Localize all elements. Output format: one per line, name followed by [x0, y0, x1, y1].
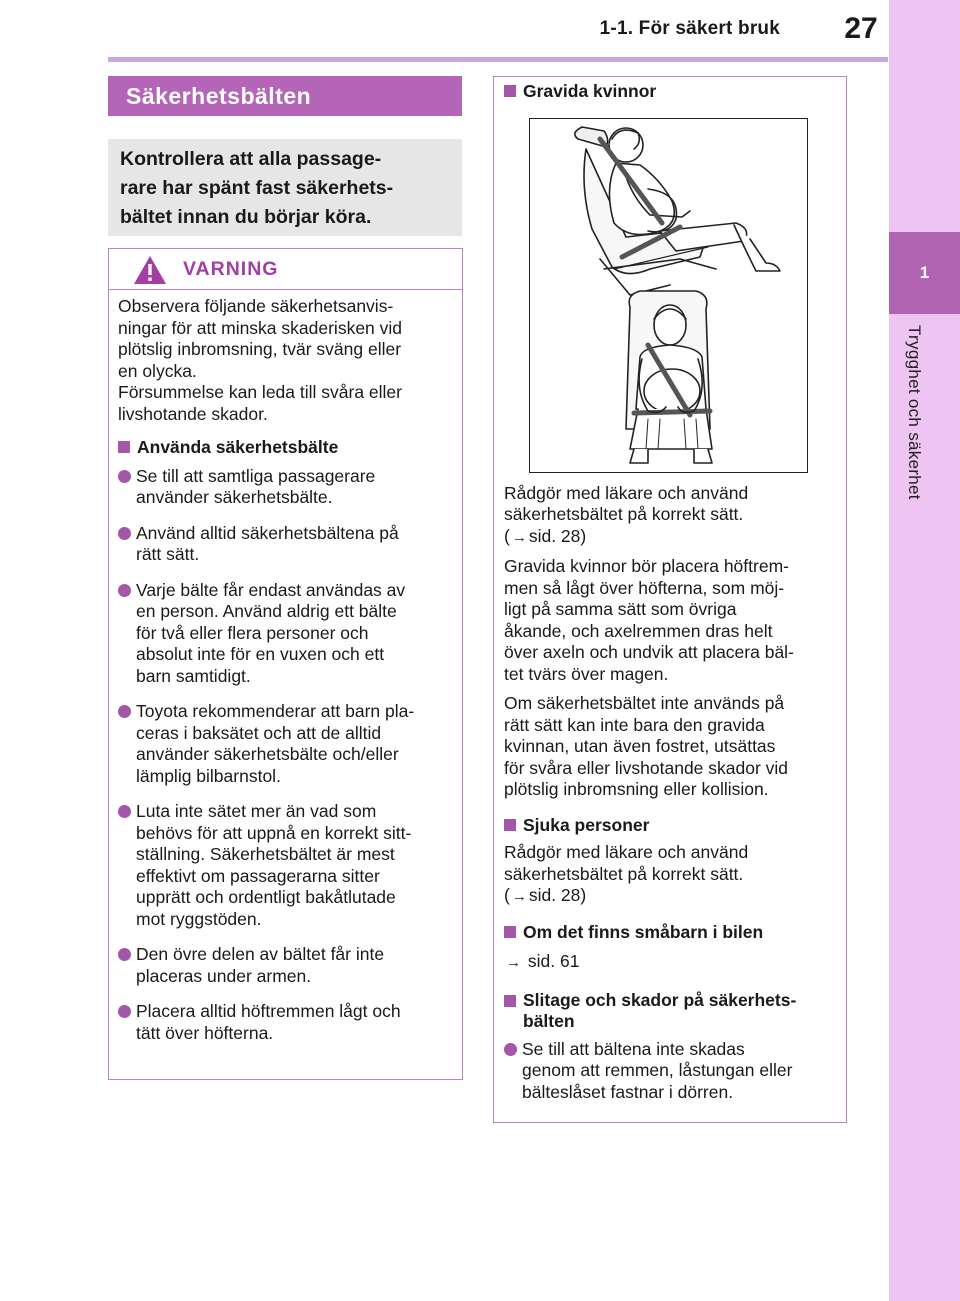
- list-item-line: för två eller flera personer och: [136, 622, 369, 643]
- list-item-line: upprätt och ordentligt bakåtlutade: [136, 887, 396, 907]
- section-title: 1-1. För säkert bruk: [599, 18, 780, 39]
- list-item-line: placeras under armen.: [136, 965, 312, 986]
- intro-line: Kontrollera att alla passage-: [120, 148, 382, 170]
- right-column-box: [493, 76, 847, 1123]
- pregnant-consult: [504, 483, 836, 549]
- warning-intro-line: en olycka.: [118, 360, 197, 381]
- warning-header: [109, 249, 462, 290]
- pregnant-paragraph-2: [504, 693, 836, 801]
- list-item-line: rätt sätt.: [136, 544, 200, 564]
- pregnant-heading: [504, 81, 836, 103]
- round-bullet-icon: [118, 705, 131, 718]
- list-item: [118, 701, 450, 787]
- warning-triangle-icon: [133, 255, 167, 285]
- seatbelt-illustration: [529, 118, 808, 473]
- chapter-label-text: Trygghet och säkerhet: [905, 325, 924, 500]
- list-item-line: Toyota rekommenderar att barn pla-: [136, 701, 415, 721]
- list-item-line: effektivt om passagerarna sitter: [136, 865, 380, 886]
- round-bullet-icon: [118, 1005, 131, 1018]
- paragraph-line: åkande, och axelremmen dras helt: [504, 620, 773, 641]
- paragraph-line: ligt på samma sätt som övriga: [504, 599, 737, 619]
- list-item: [118, 801, 450, 930]
- wear-heading: [504, 990, 836, 1033]
- list-item-line: Se till att samtliga passagerare: [136, 465, 376, 486]
- list-item-line: en person. Använd aldrig ett bälte: [136, 601, 397, 621]
- ill-heading: [504, 815, 836, 837]
- wear-heading-line: bälten: [523, 1011, 575, 1031]
- warning-intro-line: ningar för att minska skaderisken vid: [118, 317, 403, 338]
- list-item: [118, 466, 450, 509]
- ill-consult-ref-line: ( → sid. 28): [504, 885, 836, 908]
- warning-intro-line: livshotande skador.: [118, 403, 268, 424]
- list-item-line: mot ryggstöden.: [136, 908, 262, 929]
- header-rule: [108, 57, 888, 62]
- pregnant-consult-line: Rådgör med läkare och använd: [504, 482, 749, 503]
- ill-heading-text: Sjuka personer: [523, 814, 650, 835]
- square-bullet-icon: [504, 926, 516, 938]
- paragraph-line: kvinnan, utan även fostret, utsättas: [504, 736, 776, 756]
- warning-subheading-text: Använda säkerhetsbälte: [137, 437, 339, 457]
- list-item: [118, 1001, 450, 1044]
- ill-consult-line: säkerhetsbältet på korrekt sätt.: [504, 863, 744, 884]
- ill-consult: [504, 842, 836, 908]
- chapter-number-tab[interactable]: 1: [889, 232, 960, 314]
- square-bullet-icon: [504, 819, 516, 831]
- list-item-line: bälteslåset fastnar i dörren.: [522, 1081, 734, 1102]
- arrow-right-icon: →: [511, 528, 527, 546]
- list-item-line: använder säkerhetsbälte och/eller: [136, 744, 399, 764]
- round-bullet-icon: [118, 805, 131, 818]
- warning-title: VARNING: [183, 258, 279, 280]
- square-bullet-icon: [504, 85, 516, 97]
- page-reference-link[interactable]: sid. 28: [528, 885, 581, 905]
- pregnant-paragraph-1: [504, 556, 836, 685]
- children-heading-text: Om det finns småbarn i bilen: [523, 921, 764, 942]
- paragraph-line: tet tvärs över magen.: [504, 663, 669, 684]
- round-bullet-icon: [118, 470, 131, 483]
- list-item-line: Se till att bältena inte skadas: [522, 1038, 745, 1059]
- intro-box: [108, 139, 462, 236]
- arrow-right-icon: →: [506, 954, 521, 971]
- warning-subheading: [118, 437, 450, 459]
- paragraph-line: över axeln och undvik att placera bäl-: [504, 642, 794, 662]
- list-item-line: genom att remmen, låstungan eller: [522, 1060, 793, 1080]
- page-number: 27: [844, 12, 878, 45]
- pregnant-woman-illustration: [530, 119, 806, 471]
- pregnant-consult-line: säkerhetsbältet på korrekt sätt.: [504, 504, 744, 524]
- intro-line: bältet innan du börjar köra.: [120, 206, 372, 228]
- list-item-line: Den övre delen av bältet får inte: [136, 944, 385, 964]
- list-item-line: ceras i baksätet och att de alltid: [136, 722, 382, 743]
- paragraph-line: men så lågt över höfterna, som möj-: [504, 577, 785, 598]
- warning-intro-line: plötslig inbromsning, tvär sväng eller: [118, 339, 402, 359]
- warning-intro-line: Försummelse kan leda till svåra eller: [118, 382, 402, 402]
- intro-line: rare har spänt fast säkerhets-: [120, 177, 394, 199]
- section-banner: Säkerhetsbälten: [108, 76, 462, 116]
- list-item-line: Använd alltid säkerhetsbältena på: [136, 522, 399, 543]
- warning-box: [108, 248, 463, 1080]
- list-item-line: ställning. Säkerhetsbältet är mest: [136, 844, 395, 864]
- children-heading: [504, 922, 836, 944]
- chapter-side-strip: [889, 0, 960, 1301]
- round-bullet-icon: [118, 527, 131, 540]
- list-item: [118, 580, 450, 688]
- list-item-line: Varje bälte får endast användas av: [136, 579, 406, 600]
- round-bullet-icon: [504, 1043, 517, 1056]
- warning-body: [109, 290, 462, 1044]
- square-bullet-icon: [118, 441, 130, 453]
- arrow-right-icon: →: [511, 888, 527, 905]
- list-item-line: lämplig bilbarnstol.: [136, 765, 281, 786]
- paragraph-line: för svåra eller livshotande skador vid: [504, 757, 789, 778]
- list-item-line: barn samtidigt.: [136, 665, 251, 686]
- paragraph-line: plötslig inbromsning eller kollision.: [504, 779, 769, 799]
- children-ref-line: [504, 951, 836, 974]
- paragraph-line: Om säkerhetsbältet inte används på: [504, 693, 785, 713]
- list-item: [504, 1039, 836, 1104]
- paragraph-line: Gravida kvinnor bör placera höftrem-: [504, 556, 789, 576]
- list-item-line: absolut inte för en vuxen och ett: [136, 644, 385, 664]
- paragraph-line: rätt sätt kan inte bara den gravida: [504, 714, 765, 735]
- list-item-line: tätt över höfterna.: [136, 1022, 274, 1043]
- wear-heading-line: Slitage och skador på säkerhets-: [523, 989, 797, 1010]
- ill-consult-line: Rådgör med läkare och använd: [504, 842, 749, 862]
- warning-intro-line: Observera följande säkerhetsanvis-: [118, 296, 394, 316]
- pregnant-consult-ref-line: ( → sid. 28): [504, 526, 836, 549]
- list-item-line: Luta inte sätet mer än vad som: [136, 801, 377, 821]
- warning-intro: [118, 296, 450, 425]
- round-bullet-icon: [118, 584, 131, 597]
- chapter-label: [906, 325, 924, 545]
- list-item-line: använder säkerhetsbälte.: [136, 487, 333, 507]
- list-item-line: Placera alltid höftremmen lågt och: [136, 1001, 401, 1021]
- list-item-line: behövs för att uppnå en korrekt sitt-: [136, 822, 412, 843]
- page-reference-link[interactable]: sid. 61: [527, 951, 580, 971]
- square-bullet-icon: [504, 995, 516, 1007]
- list-item: [118, 944, 450, 987]
- round-bullet-icon: [118, 948, 131, 961]
- page-reference-link[interactable]: sid. 28: [528, 525, 581, 546]
- pregnant-heading-text: Gravida kvinnor: [523, 81, 657, 101]
- list-item: [118, 523, 450, 566]
